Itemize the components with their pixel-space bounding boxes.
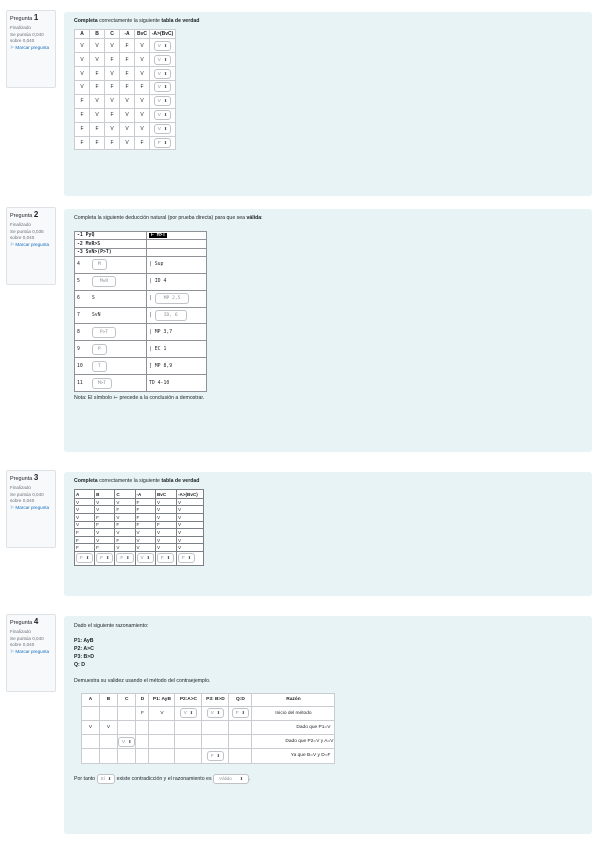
select-caret-icon: ⬍	[187, 555, 192, 561]
step-number: 4	[77, 262, 80, 268]
column-header: Razón	[252, 693, 335, 706]
question-score: Se puntúa 0,040 sobre 0,040	[10, 635, 44, 648]
table-row	[82, 749, 335, 763]
column-header: B	[100, 693, 118, 706]
answer-select[interactable]: F ⬍	[207, 751, 224, 761]
premise: P3: B>D	[74, 653, 95, 660]
question-number: 2	[33, 210, 39, 219]
select-caret-icon: ⬍	[163, 112, 168, 118]
step-number: 9	[77, 346, 80, 352]
flag-question-link[interactable]: ⚐ Marcar pregunta	[10, 505, 50, 511]
question-status: Finalizado	[10, 484, 31, 490]
answer-select[interactable]: V ⬍	[154, 82, 171, 92]
step-number: 6	[77, 296, 80, 302]
conclusion-target: ⊢ M>T	[151, 233, 166, 239]
question-info	[6, 207, 56, 285]
note-text: Nota: El símbolo ⊢ precede a la conclusión a demostrar.	[74, 394, 205, 401]
table-row	[82, 735, 335, 749]
column-header: Q:D	[229, 693, 252, 706]
table-row: F F F V F F ⬍	[75, 136, 176, 150]
formula-input[interactable]: P	[92, 344, 107, 355]
deduction-step	[75, 324, 207, 341]
justification: | Sup	[147, 256, 207, 273]
answer-select[interactable]: F ⬍	[157, 553, 174, 563]
column-header: -A	[135, 490, 155, 499]
select-caret-icon: ⬍	[107, 775, 112, 781]
question-label: Pregunta	[10, 16, 33, 22]
select-caret-icon: ⬍	[163, 70, 168, 76]
select-caret-icon: ⬍	[239, 775, 244, 781]
formula-input[interactable]: M>T	[92, 378, 112, 389]
select-caret-icon: ⬍	[189, 710, 194, 716]
answer-select[interactable]: V ⬍	[154, 41, 171, 51]
select-caret-icon: ⬍	[166, 555, 171, 561]
answer-select[interactable]: F ⬍	[116, 553, 133, 563]
column-header: D	[136, 693, 149, 706]
deduction-step: 6 S | MP 2,5	[75, 290, 207, 307]
column-header: B	[95, 490, 115, 499]
deduction-step	[75, 256, 207, 273]
reason-cell: Dado que P2=V y A=V	[252, 735, 335, 749]
answer-select[interactable]: V ⬍	[154, 55, 171, 65]
column-header: P1: AyB	[149, 693, 175, 706]
table-header-row	[82, 693, 335, 706]
formula-input[interactable]: MvR	[92, 276, 116, 287]
flag-question-link[interactable]: ⚐ Marcar pregunta	[10, 45, 50, 51]
column-header: BvC	[135, 30, 150, 39]
answer-select[interactable]: F ⬍	[96, 553, 113, 563]
answer-select[interactable]: F ⬍	[76, 553, 93, 563]
premise-row: -3 SvN>(P>T)	[75, 248, 207, 256]
table-row: F V V V V V ⬍	[75, 94, 176, 108]
column-header: P2:A>C	[175, 693, 202, 706]
column-header: BvC	[155, 490, 176, 499]
table-row: V V V F V V ⬍	[75, 39, 176, 53]
table-row: V F F F F V ⬍	[75, 80, 176, 94]
conclusion-line: Por tanto Sí ⬍ existe contradicción y el razonamiento es Válido ⬍ .	[74, 775, 251, 782]
answer-select[interactable]: V ⬍	[180, 708, 197, 718]
question-label: Pregunta	[10, 213, 33, 219]
contradiction-select[interactable]: Sí ⬍	[97, 774, 116, 784]
select-caret-icon: ⬍	[126, 555, 130, 561]
table-row: F V V ⬍ V ⬍ F ⬍ Inicio del método	[82, 706, 335, 720]
justification: | ID 4	[147, 273, 207, 290]
truth-table	[74, 29, 176, 150]
select-caret-icon: ⬍	[163, 56, 168, 62]
question-content	[64, 12, 592, 196]
column-header: B	[90, 30, 105, 39]
column-header: A	[75, 30, 90, 39]
answer-select[interactable]: V ⬍	[137, 553, 154, 563]
question-label: Pregunta	[10, 476, 33, 482]
select-caret-icon: ⬍	[163, 84, 168, 90]
justification: TD 4-10	[147, 375, 207, 392]
select-caret-icon: ⬍	[216, 752, 221, 758]
flag-icon: ⚐	[10, 505, 15, 511]
premise: Q: D	[74, 661, 85, 668]
deduction-step	[75, 273, 207, 290]
table-row: F F V V V V	[75, 544, 204, 552]
step-number: 5	[77, 279, 80, 285]
table-row: V F V F V V	[75, 513, 204, 521]
table-row: F V F V V V ⬍	[75, 108, 176, 122]
table-header-row	[75, 490, 204, 499]
premise-row: -2 MvR>S	[75, 240, 207, 248]
select-caret-icon: ⬍	[163, 98, 168, 104]
column-header: -A>(BvC)	[150, 30, 176, 39]
question-text: Completa correctamente la siguiente tabla de verdad	[74, 478, 200, 484]
counterexample-table	[81, 693, 335, 764]
premise: P2: A>C	[74, 646, 94, 653]
truth-table	[74, 489, 204, 566]
answer-select[interactable]: V ⬍	[154, 69, 171, 79]
question-content	[64, 616, 592, 834]
flag-question-link[interactable]: ⚐ Marcar pregunta	[10, 649, 50, 655]
column-header: -A>(BvC)	[176, 490, 203, 499]
answer-select[interactable]: V ⬍	[118, 737, 135, 747]
validity-select[interactable]: Válido ⬍	[213, 774, 249, 784]
table-header-row	[75, 30, 176, 39]
question-number: 1	[33, 13, 39, 22]
select-caret-icon: ⬍	[241, 710, 246, 716]
deduction-table	[74, 231, 207, 392]
question-status: Finalizado	[10, 24, 31, 30]
reason-cell: Dado que P1=V	[252, 720, 335, 734]
step-number: 10	[77, 363, 83, 369]
table-row: F V V V V V	[75, 529, 204, 537]
select-caret-icon: ⬍	[163, 139, 168, 145]
answer-select[interactable]: F ⬍	[178, 553, 195, 563]
select-caret-icon: ⬍	[85, 555, 90, 561]
select-caret-icon: ⬍	[105, 555, 110, 561]
answer-select[interactable]: F ⬍	[232, 708, 249, 718]
deduction-step	[75, 358, 207, 375]
premise: P1: AyB	[74, 638, 94, 645]
justification: ] MP 8,9	[147, 358, 207, 375]
premise-row: -1 PyQ ⊢ M>T	[75, 232, 207, 240]
select-caret-icon: ⬍	[128, 738, 132, 744]
question-info	[6, 10, 56, 88]
column-header: A	[82, 693, 100, 706]
question-content	[64, 209, 592, 452]
deduction-step: 7 SvN | ID, 6	[75, 307, 207, 324]
question-text: Dado el siguiente razonamiento:	[74, 623, 149, 629]
column-header: C	[105, 30, 120, 39]
answer-select[interactable]: V ⬍	[154, 124, 171, 134]
column-header: A	[75, 490, 95, 499]
question-number: 4	[33, 617, 39, 626]
justification-input[interactable]: MP 2,5	[155, 293, 190, 304]
question-status: Finalizado	[10, 628, 31, 634]
column-header: -A	[120, 30, 135, 39]
answer-select[interactable]: F ⬍	[154, 138, 171, 148]
formula-text: SvN	[91, 312, 101, 318]
formula-text: S	[91, 296, 95, 302]
select-caret-icon: ⬍	[146, 555, 150, 561]
table-row: F F V V V V ⬍	[75, 122, 176, 136]
table-row: V V V F V V	[75, 498, 204, 506]
step-number: 11	[77, 380, 83, 386]
flag-icon: ⚐	[10, 649, 15, 655]
step-number: 7	[77, 312, 80, 318]
select-row	[75, 551, 204, 565]
table-row: V V F F V V	[75, 506, 204, 514]
table-row: V F F F F V	[75, 521, 204, 529]
select-caret-icon: ⬍	[163, 42, 168, 48]
formula-input[interactable]: T	[92, 361, 107, 372]
reason-cell: Ya que B=V y D=F	[252, 749, 335, 763]
justification: | EC 1	[147, 341, 207, 358]
instruction-text: Demuestra su validez usando el método del contraejemplo.	[74, 678, 211, 685]
column-header: C	[115, 490, 135, 499]
justification-input[interactable]: ID, 6	[155, 310, 187, 321]
question-score: Se puntúa 0,040 sobre 0,040	[10, 31, 44, 44]
question-content	[64, 472, 592, 596]
flag-icon: ⚐	[10, 45, 15, 51]
answer-select[interactable]: V ⬍	[154, 96, 171, 106]
flag-question-link[interactable]: ⚐ Marcar pregunta	[10, 242, 50, 248]
table-row: V V Dado que P1=V	[82, 720, 335, 734]
table-row: V V F F V V ⬍	[75, 53, 176, 67]
question-label: Pregunta	[10, 620, 33, 626]
formula-input[interactable]: P>T	[92, 327, 116, 338]
premise-list	[74, 638, 582, 669]
reason-cell: Inicio del método	[252, 706, 335, 720]
answer-select[interactable]: V ⬍	[207, 708, 224, 718]
question-text: Completa correctamente la siguiente tabla de verdad	[74, 18, 200, 24]
table-row: F V F V V V	[75, 536, 204, 544]
question-info	[6, 470, 56, 548]
justification: | MP 3,7	[147, 324, 207, 341]
table-row: V F V F V V ⬍	[75, 67, 176, 81]
question-status: Finalizado	[10, 221, 31, 227]
deduction-step	[75, 375, 207, 392]
flag-icon: ⚐	[10, 242, 15, 248]
column-header: P3: B>D	[202, 693, 229, 706]
answer-select[interactable]: V ⬍	[154, 110, 171, 120]
question-score: Se puntúa 0,035 sobre 0,040	[10, 228, 44, 241]
select-caret-icon: ⬍	[216, 710, 221, 716]
question-info	[6, 614, 56, 692]
question-number: 3	[33, 473, 39, 482]
question-text: Completa la siguiente deducción natural (por prueba directa) para que sea válida:	[74, 215, 263, 221]
question-score: Se puntúa 0,040 sobre 0,040	[10, 491, 44, 504]
deduction-step	[75, 341, 207, 358]
formula-input[interactable]: M	[92, 259, 107, 270]
column-header: C	[118, 693, 136, 706]
step-number: 8	[77, 329, 80, 335]
select-caret-icon: ⬍	[163, 126, 168, 132]
